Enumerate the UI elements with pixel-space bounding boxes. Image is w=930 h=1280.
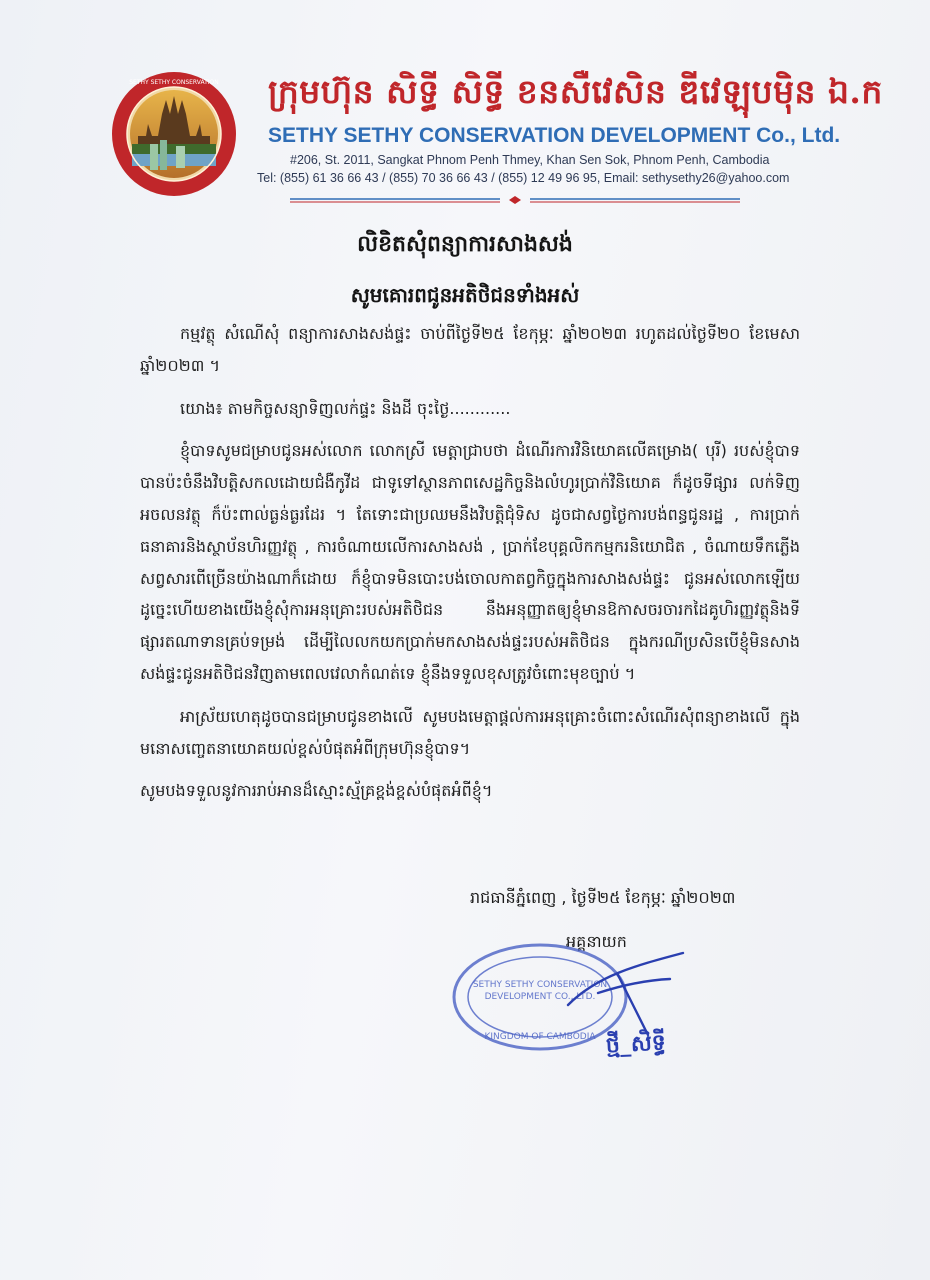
request-paragraph: អាស្រ័យហេតុដូចបានជម្រាបជូនខាងលើ សូមបងមេត្តាផ្តល់ការអនុគ្រោះចំពោះសំណើរសុំពន្យាខាងលើ ក្នុងមនោសញ្ចេតនាយោគយល់ខ្ពស់បំផុតអំពីក្រុមហ៊ុនខ្ញុំបាទ។ — [140, 706, 800, 758]
company-stamp — [448, 935, 708, 1075]
company-name-khmer: ក្រុមហ៊ុន សិទ្ធី សិទ្ធី ខនសឺវេសិន ឌីវេឡុបម៉ិន ឯ.ក — [268, 72, 883, 111]
svg-text:KINGDOM OF CAMBODIA: KINGDOM OF CAMBODIA — [484, 1032, 596, 1042]
signer-name: ថ្មី_សិទ្ធី — [605, 1029, 667, 1059]
logo-ring-text: SETHY SETHY CONSERVATION — [129, 79, 219, 86]
company-contact: Tel: (855) 61 36 66 43 / (855) 70 36 66 43 / (855) 12 49 96 95, Email: sethysethy26@yahoo.com — [257, 171, 790, 185]
closing-paragraph: សូមបងទទួលនូវការរាប់អានដ៏ស្មោះស្ម័គ្រខ្ពង់ខ្ពស់បំផុតអំពីខ្ញុំ។ — [140, 781, 493, 801]
letter-salutation: សូមគោរពជូនអតិថិជនទាំងអស់ — [350, 283, 580, 307]
svg-text:SETHY SETHY CONSERVATION: SETHY SETHY CONSERVATION — [472, 980, 608, 990]
signer-title: អគ្គនាយក — [566, 932, 627, 951]
company-name-english: SETHY SETHY CONSERVATION DEVELOPMENT Co., Ltd. — [268, 124, 841, 147]
company-address: #206, St. 2011, Sangkat Phnom Penh Thmey, Khan Sen Sok, Phnom Penh, Cambodia — [290, 153, 770, 167]
subject-paragraph: កម្មវត្ថុ សំណើសុំ ពន្យាការសាងសង់ផ្ទះ ចាប់ពីថ្ងៃទី២៥ ខែកុម្ភៈ ឆ្នាំ២០២៣ រហូតដល់ថ្ងៃទី២០ ខែមេសា ឆ្នាំ២០២៣ ។ — [140, 324, 800, 375]
place-and-date: រាជធានីភ្នំពេញ , ថ្ងៃទី២៥ ខែកុម្ភៈ ឆ្នាំ២០២៣ — [470, 888, 736, 907]
header-divider — [290, 196, 740, 204]
main-paragraph: ខ្ញុំបាទសូមជម្រាបជូនអស់លោក លោកស្រី មេត្តាជ្រាបថា ដំណើរការវិនិយោគលើគម្រោង( បុរី) របស់ខ្ញុំបាទ បានប៉ះចំនឹងវិបត្តិសកលដោយជំងឺកូវីដ ជាទូទៅស្ថានភាពសេដ្ឋកិច្ចនិងលំហូរប្រាក់វិនិយោគ ក៏ដូចទីផ្សារ លក់ទិញ អចលនវត្ថុ ក៏ប៉ះពាល់ធ្ងន់ធ្ងរដែរ ។ តែទោះជាប្រឈមនឹងវិបត្តិជុំទិស ដូចជាសព្វថ្ងៃការបង់ពន្ធជូនរដ្ឋ , ការប្រាក់ធនាគារនិងស្ថាប័នហិរញ្ញវត្ថុ , ការចំណាយលើការសាងសង់ , ប្រាក់ខែបុគ្គលិកកម្មករនិយោជិត , ចំណាយទឹកភ្លើងសព្វសារពើច្រើនយ៉ាងណាក៏ដោយ ក៏ខ្ញុំបាទមិនបោះបង់ចោលកាតព្វកិច្ចក្នុងការសាងសង់ផ្ទះ ជូនអស់លោកឡើយ ដូច្នេះហើយខាងយើងខ្ញុំសុំការអនុគ្រោះរបស់អតិថិជន នឹងអនុញ្ញាតឲ្យខ្ញុំមានឱកាសចរចារកដៃគូហិរញ្ញវត្ថុនិងទីផ្សារតណាទានគ្រប់ទម្រង់ ដើម្បីលៃលកយកប្រាក់មកសាងសង់ផ្ទះរបស់អតិថិជន ក្នុងករណីប្រសិនបើខ្ញុំមិនសាងសង់ផ្ទះជូនអតិថិជនវិញតាមពេលវេលាកំណត់ទេ ខ្ញុំនឹងទទួលខុសត្រូវចំពោះមុខច្បាប់ ។ — [140, 441, 800, 683]
letter-body — [140, 318, 800, 818]
svg-text:DEVELOPMENT CO., LTD.: DEVELOPMENT CO., LTD. — [484, 992, 596, 1002]
reference-paragraph: យោង៖ តាមកិច្ចសន្យាទិញលក់ផ្ទះ និងដី ចុះថ្ងៃ............ — [180, 398, 511, 418]
company-logo — [110, 70, 238, 198]
letter-title: លិខិតសុំពន្យាការសាងសង់ — [357, 232, 573, 257]
